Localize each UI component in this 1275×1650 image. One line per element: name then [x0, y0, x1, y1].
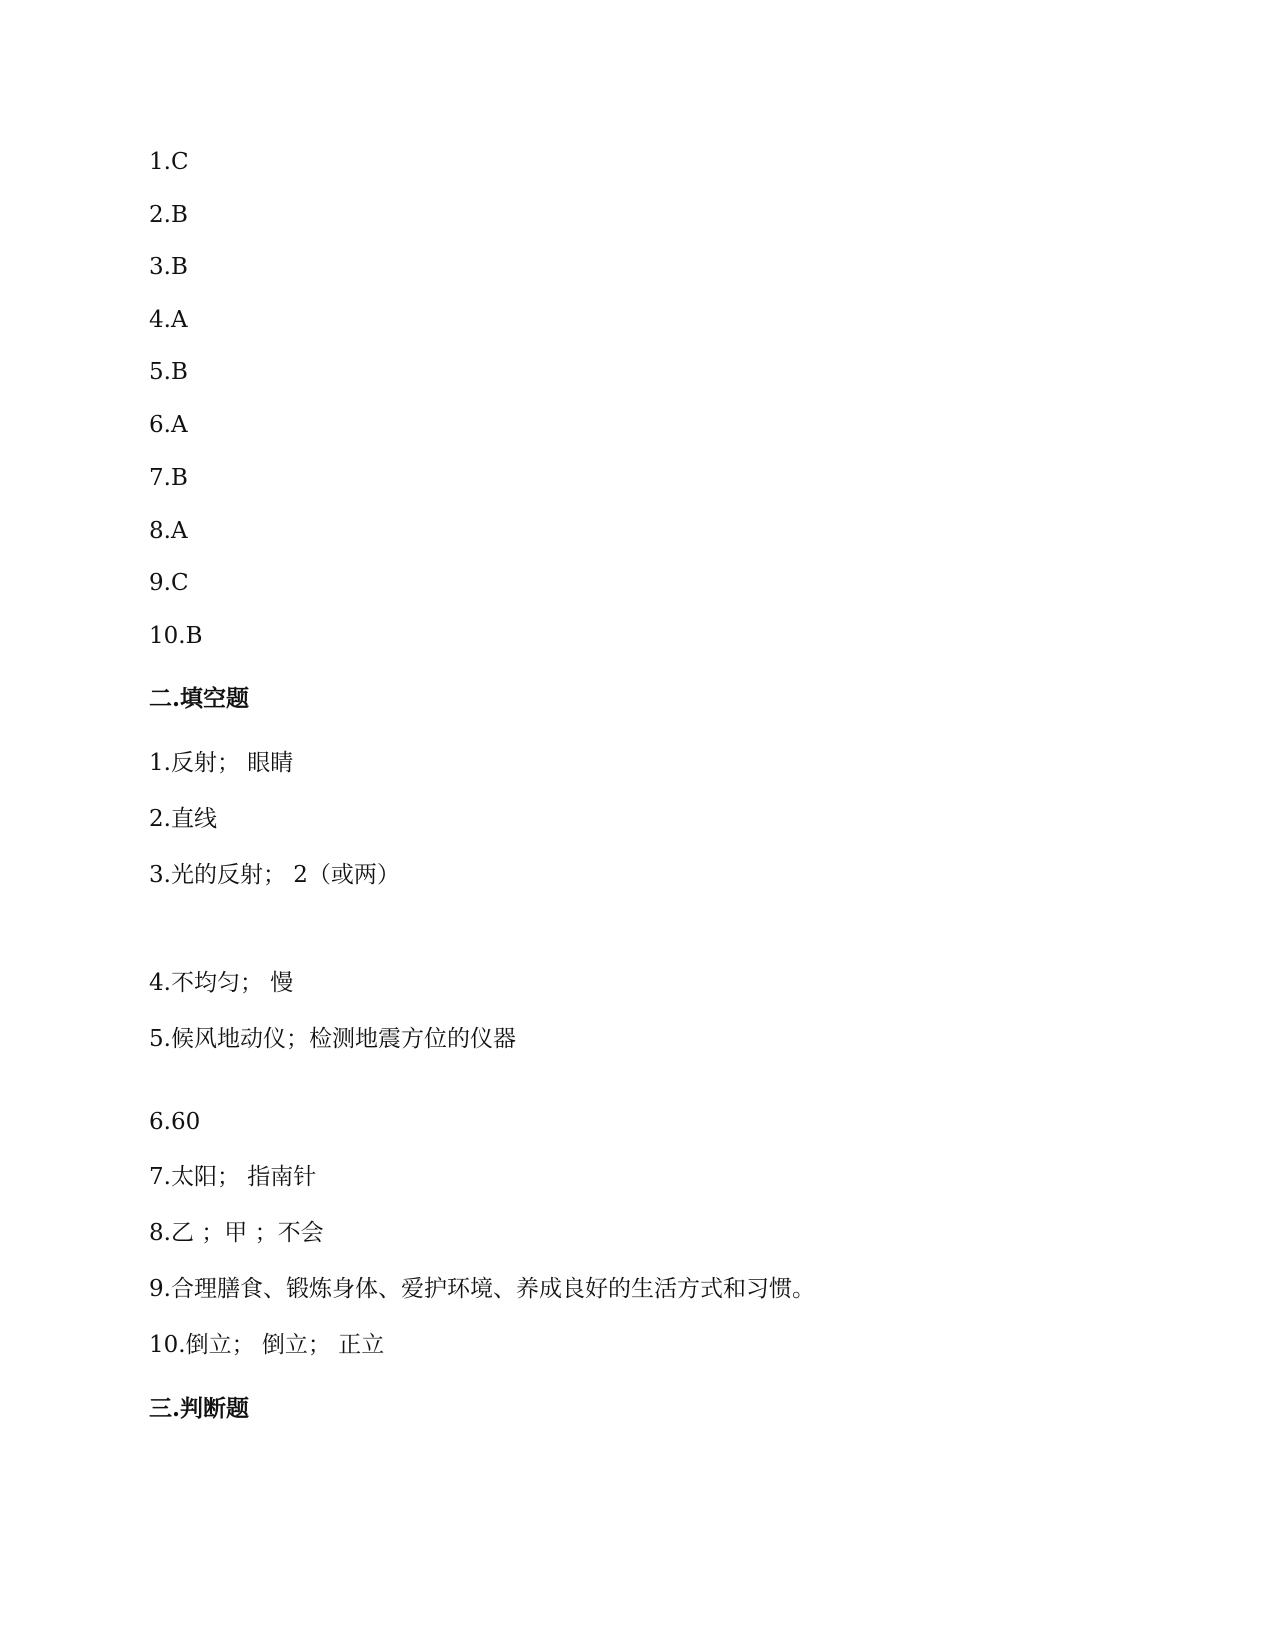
fill-answer-8: 8.乙 ；甲 ；不会 — [149, 1220, 324, 1246]
choice-answer-6: 6.A — [149, 412, 188, 438]
choice-answer-2: 2.B — [149, 202, 188, 228]
fill-answer-4: 4.不均匀； 慢 — [149, 970, 294, 996]
fill-answer-2: 2.直线 — [149, 806, 217, 832]
choice-answer-9: 9.C — [149, 570, 189, 596]
choice-answer-7: 7.B — [149, 465, 188, 491]
choice-answer-10: 10.B — [149, 623, 203, 649]
choice-answer-1: 1.C — [149, 149, 189, 175]
fill-answer-6: 6.60 — [149, 1109, 201, 1135]
fill-answer-1: 1.反射； 眼睛 — [149, 750, 294, 776]
judge-section-heading: 三.判断题 — [149, 1395, 250, 1422]
fill-answer-7: 7.太阳； 指南针 — [149, 1164, 317, 1190]
choice-answer-5: 5.B — [149, 359, 188, 385]
fill-answer-9: 9.合理膳食、锻炼身体、爱护环境、养成良好的生活方式和习惯。 — [149, 1276, 815, 1302]
fill-answer-3: 3.光的反射； 2（或两） — [149, 862, 400, 888]
choice-answer-8: 8.A — [149, 518, 188, 544]
fill-section-heading: 二.填空题 — [149, 685, 250, 712]
fill-answer-5: 5.候风地动仪；检测地震方位的仪器 — [149, 1026, 516, 1052]
choice-answer-4: 4.A — [149, 307, 188, 333]
fill-answer-10: 10.倒立； 倒立； 正立 — [149, 1332, 385, 1358]
choice-answer-3: 3.B — [149, 254, 188, 280]
